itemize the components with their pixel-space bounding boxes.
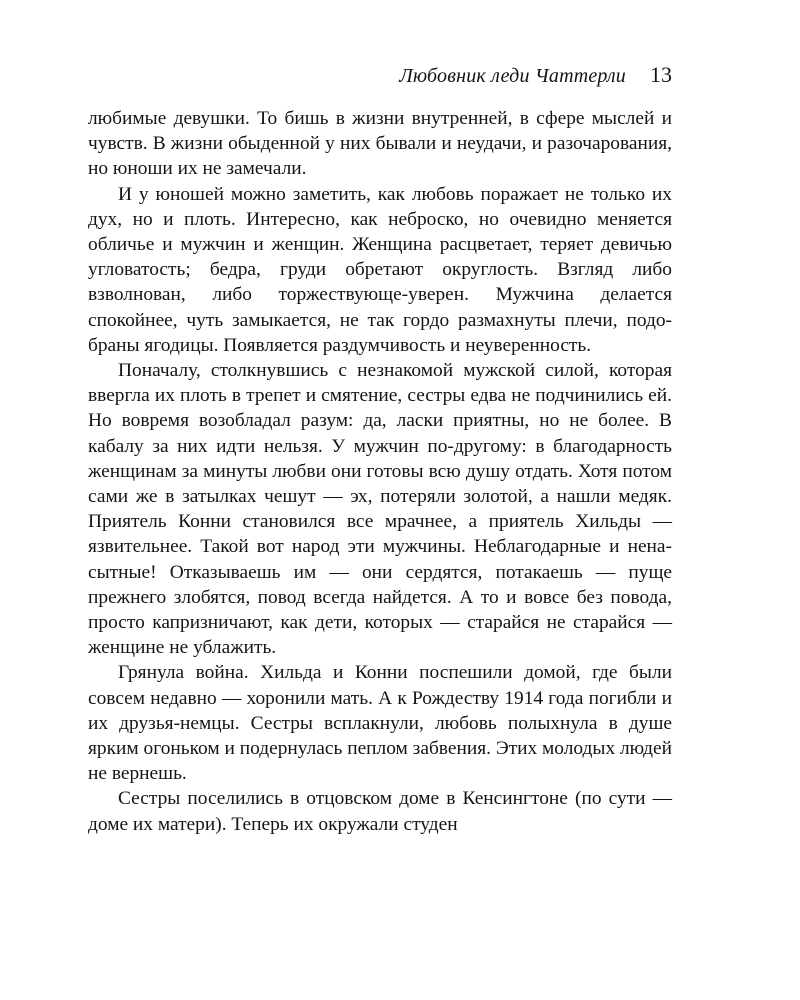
paragraph-1: любимые девушки. То бишь в жизни внутренней, в сфере мыслей и чувств. В жизни обыденной у них бывали и неудачи, и разочарования, но юноши их не замечали. (88, 108, 672, 180)
paragraph-3: Поначалу, столкнувшись с незнакомой мужской силой, которая ввергла их плоть в трепет и смятение, сестры едва не подчинились ей. Но вовремя возобладал разум: да, ласки приятны, но не более. В кабалу за них идти нельзя. У мужчин по-другому: в благодарность женщинам за минуты любви они готовы всю душу отдать. Хотя потом сами же в затылках чешут — эх, потеряли золотой, а нашли медяк. Приятель Конни становился все мрачнее, а приятель Хильды — язвительнее. Такой вот народ эти мужчины. Неблагодарные и ненасытные! Отказываешь им — они сердятся, потакаешь — пуще прежнего злобятся, повод всегда найдется. А то и вовсе без повода, просто капризничают, как дети, которых — старайся не старайся — женщине не ублажить. (88, 360, 672, 659)
body-text (88, 106, 672, 837)
paragraph-5: Сестры поселились в отцовском доме в Кенсингтоне (по сути — доме их матери). Теперь их окружали студен (88, 788, 672, 835)
page-number: 13 (650, 62, 672, 87)
paragraph-2: И у юношей можно заметить, как любовь поражает не только их дух, но и плоть. Интересно, как неброско, но очевидно меняется обличье и мужчин и женщин. Женщина расцветает, теряет девичью угловатость; бедра, груди обретают округлость. Взгляд либо взволнован, либо торжествующе-уверен. Мужчина делается спокойнее, чуть замыкается, не так гордо размахнуты плечи, подобраны ягодицы. Появляется раздумчивость и неуверенность. (88, 183, 672, 356)
running-title: Любовник леди Чаттерли (399, 65, 626, 87)
running-header (88, 62, 672, 102)
book-page (88, 62, 672, 837)
paragraph-4: Грянула война. Хильда и Конни поспешили домой, где были совсем недавно — хоронили мать. А к Рождеству 1914 года погибли и их друзья-немцы. Сестры всплакнули, любовь полыхнула в душе ярким огоньком и подернулась пеплом забвения. Этих молодых людей не вернешь. (88, 662, 673, 785)
